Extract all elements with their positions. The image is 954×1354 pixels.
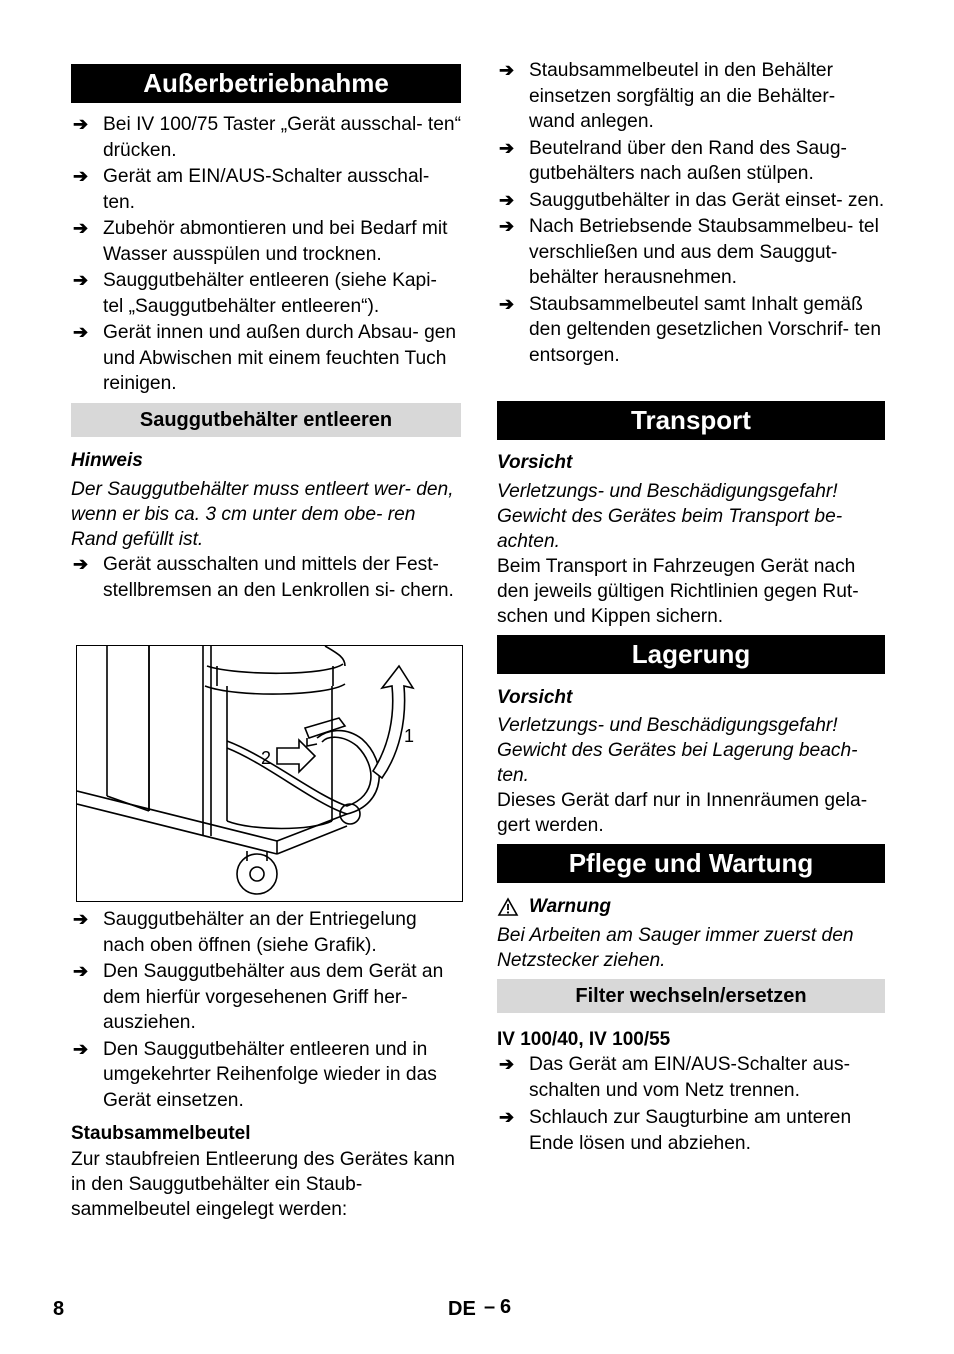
list-item: ➔ Bei IV 100/75 Taster „Gerät ausschal- ten“ drücken.: [71, 112, 461, 163]
vorsicht-label: Vorsicht: [497, 452, 573, 473]
hinweis-label: Hinweis: [71, 450, 143, 471]
warnung-text: Bei Arbeiten am Sauger immer zuerst den Netzstecker ziehen.: [497, 925, 854, 971]
list-item: ➔ Sauggutbehälter in das Gerät einset- zen.: [497, 188, 885, 214]
arrow-right-icon: ➔: [73, 114, 89, 134]
list-item: ➔ Beutelrand über den Rand des Saug- gutbehälters nach außen stülpen.: [497, 136, 885, 187]
staubsammelbeutel-title: Staubsammelbeutel: [71, 1123, 251, 1144]
arrow-right-icon: ➔: [499, 293, 515, 314]
list-item: ➔ Den Sauggutbehälter entleeren und in umgekehrter Reihenfolge wieder in das Gerät einsetzen.: [71, 1037, 461, 1114]
illustration-svg: [77, 646, 463, 902]
arrow-right-icon: ➔: [73, 961, 89, 981]
list-item: ➔ Gerät ausschalten und mittels der Fest- stellbremsen an den Lenkrollen si- chern.: [71, 552, 461, 603]
arrow-right-icon: ➔: [73, 554, 89, 574]
heading-filter-wechseln: Filter wechseln/ersetzen: [497, 979, 885, 1013]
list-item: ➔ Zubehör abmontieren und bei Bedarf mit Wasser ausspülen und trocknen.: [71, 216, 461, 267]
list-item: ➔ Sauggutbehälter entleeren (siehe Kapi- tel „Sauggutbehälter entleeren“).: [71, 268, 461, 319]
after-figure-list: [71, 907, 461, 1113]
arrow-right-icon: ➔: [499, 189, 515, 210]
arrow-right-icon: ➔: [499, 1107, 515, 1127]
filter-list: [497, 1052, 885, 1156]
arrow-right-icon: ➔: [73, 909, 89, 929]
arrow-right-icon: ➔: [73, 1038, 89, 1059]
figure-label-2: 2: [261, 748, 272, 768]
arrow-right-icon: ➔: [73, 270, 89, 290]
list-item: ➔ Das Gerät am EIN/AUS-Schalter aus- schalten und vom Netz trennen.: [497, 1052, 885, 1103]
arrow-right-icon: ➔: [499, 1054, 515, 1074]
lagerung-warning: Verletzungs- und Beschädigungsgefahr! Gewicht des Gerätes bei Lagerung beach- ten.: [497, 715, 858, 786]
heading-sauggutbehaelter-entleeren: Sauggutbehälter entleeren: [71, 403, 461, 437]
footer-dash: –: [484, 1296, 496, 1318]
hinweis-text: Der Sauggutbehälter muss entleert wer- den, wenn er bis ca. 3 cm unter dem obe- ren Rand gefüllt ist.: [71, 479, 454, 550]
figure-label-1: 1: [404, 726, 415, 746]
list-item: ➔ Staubsammelbeutel in den Behälter einsetzen sorgfältig an die Behälter- wand anlegen.: [497, 58, 885, 135]
warnung-label: Warnung: [529, 896, 611, 917]
warnung-row: [497, 894, 885, 919]
vorsicht-label-2: Vorsicht: [497, 687, 573, 708]
brake-list: [71, 552, 461, 603]
heading-transport: Transport: [497, 401, 885, 440]
page-number: 8: [53, 1298, 65, 1320]
heading-ausserbetriebnahme: Außerbetriebnahme: [71, 64, 461, 103]
section-page-number: 6: [500, 1296, 512, 1318]
transport-warning: Verletzungs- und Beschädigungsgefahr! Gewicht des Gerätes beim Transport be- achten.: [497, 481, 843, 552]
arrow-right-icon: ➔: [73, 322, 89, 342]
staubsammelbeutel-text: Zur staubfreien Entleerung des Gerätes kann in den Sauggutbehälter ein Staub- sammelbeutel eingelegt werden:: [71, 1149, 455, 1220]
heading-pflege-und-wartung: Pflege und Wartung: [497, 844, 885, 883]
arrow-right-icon: ➔: [499, 60, 515, 80]
list-item: ➔ Gerät am EIN/AUS-Schalter ausschal- ten.: [71, 164, 461, 215]
iv-model-title: IV 100/40, IV 100/55: [497, 1029, 671, 1050]
list-item: ➔ Nach Betriebsende Staubsammelbeu- tel verschließen und aus dem Sauggut- behälter herausnehmen.: [497, 214, 885, 291]
list-item: ➔ Schlauch zur Saugturbine am unteren Ende lösen und abziehen.: [497, 1105, 885, 1156]
staub-list: [497, 58, 885, 368]
warning-triangle-icon: [497, 897, 519, 917]
arrow-right-icon: ➔: [499, 137, 515, 158]
list-item: ➔ Den Sauggutbehälter aus dem Gerät an dem hierfür vorgesehenen Griff her- ausziehen.: [71, 959, 461, 1036]
transport-text: Beim Transport in Fahrzeugen Gerät nach den jeweils gültigen Richtlinien gegen Rut- schen und Kippen sichern.: [497, 556, 859, 627]
list-item: ➔ Staubsammelbeutel samt Inhalt gemäß den geltenden gesetzlichen Vorschrif- ten entsorgen.: [497, 292, 885, 369]
arrow-right-icon: ➔: [73, 218, 89, 238]
lagerung-text: Dieses Gerät darf nur in Innenräumen gela- gert werden.: [497, 790, 868, 836]
language-code: DE: [448, 1298, 476, 1320]
vacuum-container-illustration: [76, 645, 463, 902]
list-item: ➔ Gerät innen und außen durch Absau- gen und Abwischen mit einem feuchten Tuch reinigen.: [71, 320, 461, 397]
heading-lagerung: Lagerung: [497, 635, 885, 674]
ausser-list: [71, 112, 461, 397]
arrow-right-icon: ➔: [73, 166, 89, 186]
arrow-right-icon: ➔: [499, 216, 515, 236]
list-item: ➔ Sauggutbehälter an der Entriegelung nach oben öffnen (siehe Grafik).: [71, 907, 461, 958]
